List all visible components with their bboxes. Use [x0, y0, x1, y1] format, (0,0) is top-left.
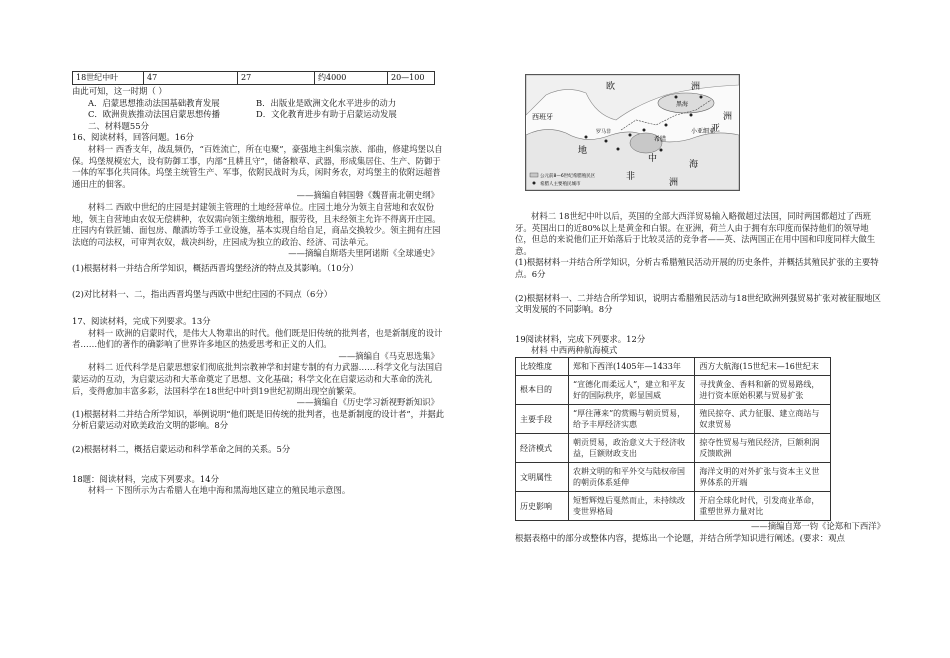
map-label: 洲	[723, 112, 733, 122]
option-a[interactable]: A．启蒙思想推动法国基础教育发展	[88, 97, 220, 108]
map-svg	[526, 75, 739, 190]
q17-title: 17、阅读材料，完成下列要求。13分	[72, 316, 211, 327]
q16-material-1: 材料一 西香支年，战乱频仍，“百姓流亡，所在屯聚”，豪强地主纠集宗族、部曲，修建坞堡以自保。坞堡规模宏大，设有防御工事，内部“且耕且守”，储备粮草、武器，形成集居住、生产、防御于一体的军事化共同体。坞堡主统管生产、军事，依附民战时为兵，闲时务农，对坞堡主的依附远超普通田庄的佃客。	[72, 143, 443, 189]
map-label: 非	[626, 172, 636, 182]
q17-source-2: ——摘编自《历史学习新视野新知识》	[296, 397, 439, 408]
q17-material-1: 材料一 欧洲的启蒙时代，是伟大人物辈出的时代。他们既是旧传统的批判者，也是新制度的设计者……他们的著作的确影响了世界许多地区的热爱思考和正义的人们。	[72, 327, 443, 350]
option-c[interactable]: C．欧洲贵族推动法国启蒙思想传播	[88, 109, 221, 120]
map-label: 欧	[606, 82, 616, 92]
table-header: 比较维度	[516, 357, 569, 375]
table-cell: 短暂辉煌后戛然而止，未持续改变世界格局	[569, 492, 695, 521]
q18-material-1: 材料一 下图所示为古希腊人在地中海和黑海地区建立的殖民地示意图。	[88, 485, 351, 496]
table-cell: “厚往薄来”的赏赐与朝贡贸易，给予丰厚经济实惠	[569, 405, 695, 434]
table-row	[516, 463, 831, 492]
option-d[interactable]: D．文化教育进步有助于启蒙运动发展	[256, 109, 397, 120]
q16-source-1: ——摘编自韩国磐《魏晋南北朝史纲》	[296, 190, 439, 201]
colony-map	[525, 74, 740, 191]
table-cell: “宣德化而柔远人”，建立和平友好的国际秩序，彰显国威	[569, 375, 695, 404]
q18-title: 18题：阅读材料，完成下列要求。14分	[72, 473, 219, 484]
q18-question-2: (2)根据材料一、二并结合所学知识，说明古希腊殖民活动与18世纪欧洲列强贸易扩张对被征服地区文明发展的不同影响。8分	[515, 292, 881, 315]
map-label: 亚	[711, 124, 721, 134]
table-header: 郑和下西洋(1405年—1433年	[569, 357, 695, 375]
table-cell: 历史影响	[516, 492, 569, 521]
option-b[interactable]: B．出版业是欧洲文化水平进步的动力	[256, 97, 397, 108]
table-row	[516, 492, 831, 521]
q19-title: 19阅读材料，完成下列要求。12分	[515, 333, 646, 344]
table-cell: 寻找黄金、香料和新的贸易路线，进行资本原始积累与贸易扩张	[695, 375, 831, 404]
table-cell: 朝贡贸易，政治意义大于经济收益，巨额财政支出	[569, 434, 695, 463]
table-cell: 农耕文明的和平外交与陆权帝国的朝贡体系延伸	[569, 463, 695, 492]
table-cell: 文明属性	[516, 463, 569, 492]
top-data-table	[72, 71, 435, 85]
table-cell: 主要手段	[516, 405, 569, 434]
table-cell: 18世纪中叶	[73, 72, 144, 85]
table-header-row	[516, 357, 831, 375]
table-cell: 殖民掠夺、武力征服、建立商站与奴隶贸易	[695, 405, 831, 434]
map-label: 小亚细亚	[691, 128, 716, 135]
map-label: 西班牙	[532, 113, 553, 121]
q17-question-2: (2)根据材料二，概括启蒙运动和科学革命之间的关系。5分	[72, 444, 291, 455]
map-label: 黑海	[676, 101, 689, 108]
q18-question-1: (1)根据材料一并结合所学知识，分析古希腊殖民活动开展的历史条件，并概括其殖民扩张的主要特点。6分	[515, 257, 879, 279]
q19-source: ——摘编自郑一钧《论郑和下西洋》	[751, 521, 885, 532]
table-row	[516, 375, 831, 404]
map-legend: 希腊人主要殖民城市	[540, 182, 581, 187]
table-cell: 47	[144, 72, 238, 85]
table-cell: 20—100	[388, 72, 435, 85]
left-column	[72, 86, 447, 497]
q18-material-2: 材料二 18世纪中叶以后，英国的全部大西洋贸易输入略微超过法国，同时两国都超过了西班牙。英国出口的近80%以上是黄金和白银。在亚洲，荷兰人由于拥有东印度而保持他们的领导地位，但总的来说他们正开始落后于比较灵活的竞争者——英、法两国正在用中国和印度同样大做生意。	[515, 211, 876, 256]
table-row	[73, 72, 435, 85]
right-column	[515, 74, 885, 544]
q17-material-2: 材料二 近代科学是启蒙思想家们彻底批判宗教神学和封建专制的有力武器……科学文化与法国启蒙运动的互动，为启蒙运动和大革命奠定了思想、文化基础；科学文化在启蒙运动和大革命的洗礼后，变得愈加丰富多彩，法国科学在18世纪中叶到19世纪初期出现空前繁荣。	[72, 362, 443, 396]
q16-source-2: ——摘编自斯塔夫里阿诺斯《全球通史》	[288, 248, 439, 259]
q17-question-1: (1)根据材料二并结合所学知识，举例说明“他们既是旧传统的批判者，也是新制度的设计者”，并据此分析启蒙运动对欧美政治文明的影响。8分	[72, 408, 445, 431]
map-label: 希腊	[654, 136, 667, 143]
map-label: 洲	[691, 82, 701, 92]
q16-question-1: (1)根据材料一并结合所学知识，概括西晋坞堡经济的特点及其影响。（10分）	[72, 262, 359, 273]
table-row	[516, 434, 831, 463]
table-cell: 开启全球化时代，引发商业革命，重塑世界力量对比	[695, 492, 831, 521]
table-cell: 根本目的	[516, 375, 569, 404]
table-header: 西方大航海(15世纪末—16世纪末	[695, 357, 831, 375]
q17-source-1: ——摘编自《马克思选集》	[338, 350, 439, 361]
table-cell: 海洋文明的对外扩张与资本主义世界体系的开端	[695, 463, 831, 492]
q19-question: 根据表格中的部分或整体内容，提炼出一个论题，并结合所学知识进行阐述。(要求：观点	[515, 532, 845, 543]
map-legend: 公元前8—6世纪希腊殖民区	[540, 174, 596, 179]
map-label: 罗马非	[596, 129, 612, 135]
map-label: 洲	[669, 178, 679, 188]
q16-material-2: 材料二 西欧中世纪的庄园是封建领主管理的土地经营单位。庄园土地分为领主自营地和农奴份地，领主自营地由农奴无偿耕种，农奴需向领主缴纳地租，服劳役，且未经领主允许不得离开庄园。庄园内有铁匠铺、面包房、酿酒坊等手工业设施，基本实现自给自足，商品交换较少。领主拥有庄园法庭的司法权，可审判农奴，裁决纠纷，庄园成为独立的政治、经济、司法单元。	[72, 201, 441, 247]
q16-question-2: (2)对比材料一、二，指出西晋坞堡与西欧中世纪庄园的不同点（6分）	[72, 288, 333, 299]
map-label: 中	[648, 154, 658, 164]
section-heading: 二、材料题55分	[88, 120, 149, 131]
table-cell: 27	[238, 72, 315, 85]
map-label: 海	[689, 160, 699, 170]
map-label: 地	[578, 146, 588, 156]
table-cell: 约4000	[315, 72, 388, 85]
comparison-table	[515, 357, 831, 521]
q15-options	[72, 98, 447, 121]
table-cell: 掠夺性贸易与殖民经济，巨额利润反馈欧洲	[695, 434, 831, 463]
table-cell: 经济模式	[516, 434, 569, 463]
q16-title: 16、阅读材料，回答问题。16分	[72, 132, 194, 143]
q19-material: 材料 中西两种航海模式	[531, 345, 618, 356]
q15-stem: 由此可知，这一时期（ ）	[72, 86, 167, 96]
table-row	[516, 405, 831, 434]
